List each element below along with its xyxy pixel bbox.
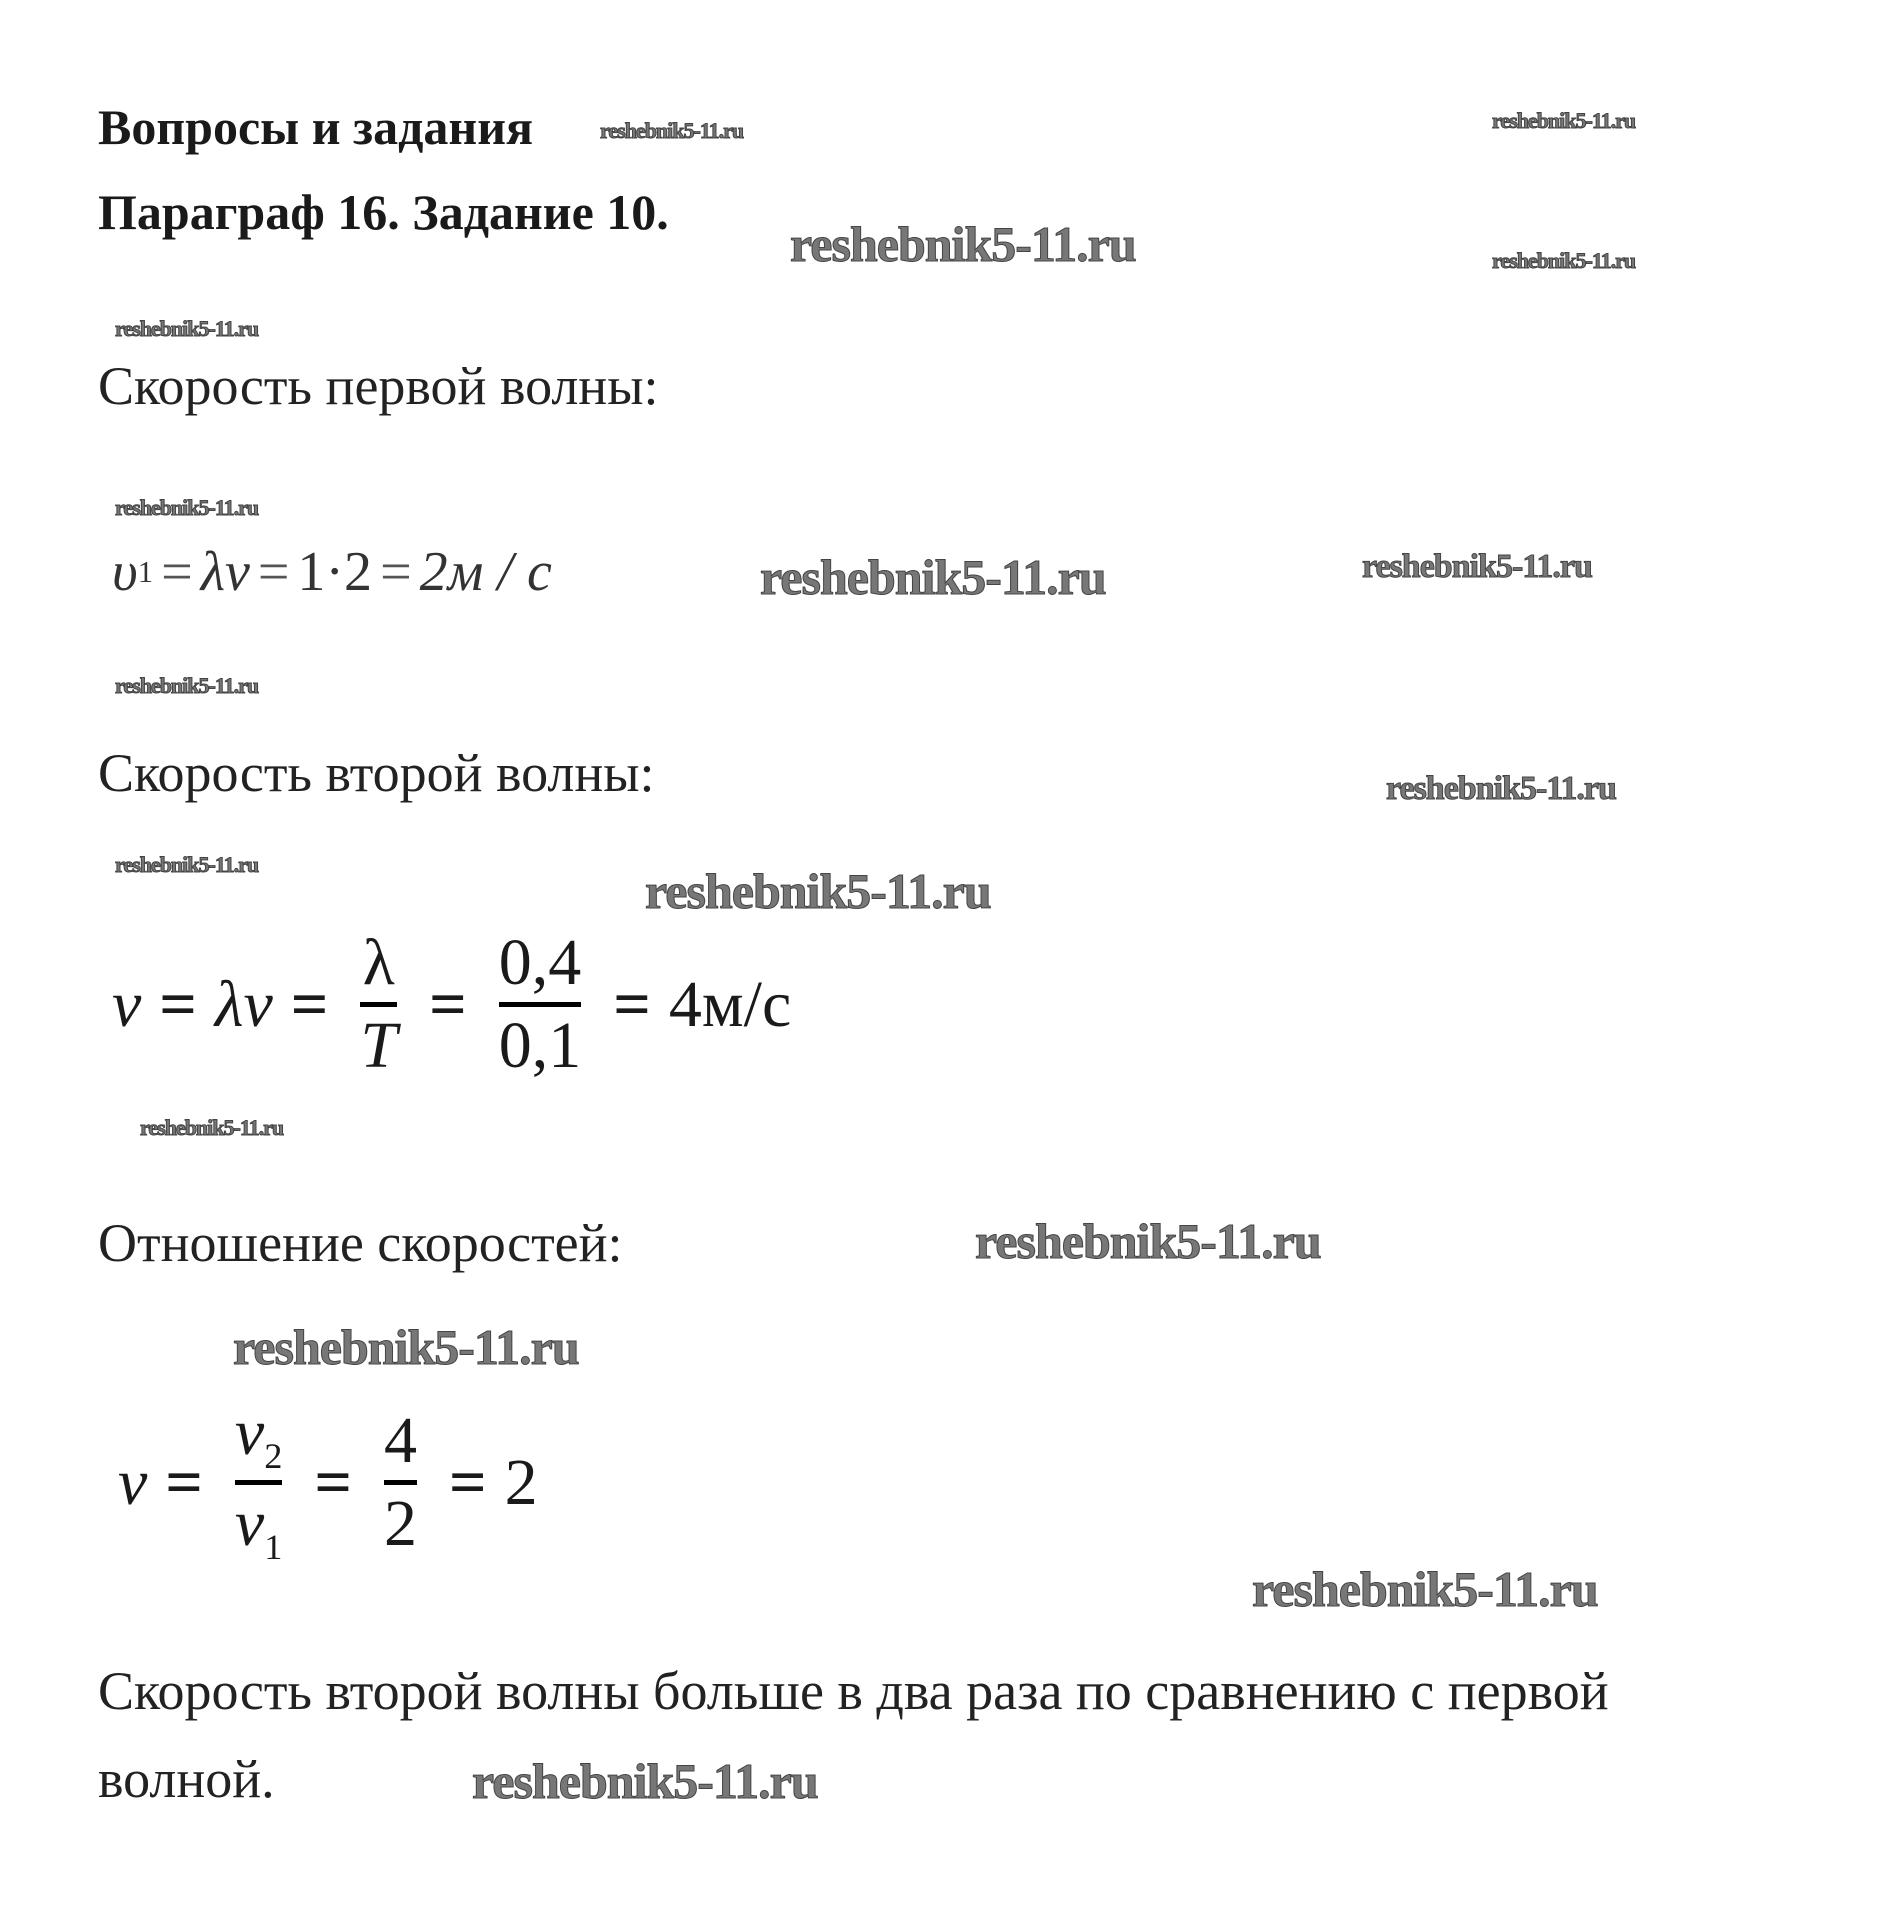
watermark: reshebnik5-11.ru xyxy=(1252,1561,1598,1617)
equals: = xyxy=(380,541,412,603)
denominator: 0,1 xyxy=(498,1009,582,1082)
watermark: reshebnik5-11.ru xyxy=(1492,248,1636,273)
watermark: reshebnik5-11.ru xyxy=(1386,770,1616,807)
heading: Вопросы и задания xyxy=(98,99,534,155)
fraction xyxy=(498,926,582,1082)
conclusion-line-1: Скорость второй волны больше в два раза по сравнению с первой xyxy=(98,1661,1609,1721)
denominator-sub: 1 xyxy=(264,1527,283,1568)
equals: = xyxy=(159,967,197,1041)
formula-sub: 1 xyxy=(137,554,154,589)
watermark: reshebnik5-11.ru xyxy=(233,1319,579,1375)
formula-first-speed xyxy=(112,540,552,604)
numerator: 4 xyxy=(383,1404,417,1478)
formula-second-speed xyxy=(112,926,792,1082)
equals: = xyxy=(314,1445,352,1519)
numerator-sub: 2 xyxy=(264,1436,283,1477)
fraction xyxy=(360,926,398,1082)
formula-term: 1·2 xyxy=(297,541,373,603)
equals: = xyxy=(257,541,290,603)
numerator: λ xyxy=(362,926,395,999)
formula-term: υ xyxy=(112,541,138,603)
watermark: reshebnik5-11.ru xyxy=(115,316,259,341)
equals: = xyxy=(613,967,651,1041)
formula-term: λν xyxy=(200,541,250,603)
denominator: v xyxy=(234,1487,265,1561)
watermark: reshebnik5-11.ru xyxy=(790,216,1136,272)
conclusion-line-2: волной. xyxy=(98,1749,275,1809)
subheading: Параграф 16. Задание 10. xyxy=(98,184,669,240)
section-label-first-speed: Скорость первой волны: xyxy=(98,356,659,416)
numerator: 0,4 xyxy=(498,926,582,999)
formula-term: 2м / с xyxy=(419,541,552,603)
equals: = xyxy=(290,967,329,1041)
fraction xyxy=(383,1404,417,1561)
equals: = xyxy=(448,1445,487,1519)
equals: = xyxy=(429,967,467,1041)
watermark: reshebnik5-11.ru xyxy=(140,1115,284,1140)
fraction xyxy=(234,1396,283,1568)
equals: = xyxy=(161,541,193,603)
watermark: reshebnik5-11.ru xyxy=(760,549,1106,605)
watermark: reshebnik5-11.ru xyxy=(115,495,259,520)
numerator: v xyxy=(234,1396,265,1469)
section-label-second-speed: Скорость второй волны: xyxy=(98,743,655,803)
formula-ratio xyxy=(118,1396,538,1568)
formula-term: λv xyxy=(214,967,273,1041)
formula-term: v xyxy=(118,1445,148,1519)
watermark: reshebnik5-11.ru xyxy=(1492,108,1636,133)
formula-term: v xyxy=(112,967,142,1041)
watermark: reshebnik5-11.ru xyxy=(645,863,991,919)
equals: = xyxy=(165,1445,203,1519)
denominator: T xyxy=(360,1009,398,1082)
watermark: reshebnik5-11.ru xyxy=(975,1213,1321,1269)
formula-result: 2 xyxy=(504,1445,538,1519)
watermark: reshebnik5-11.ru xyxy=(1362,548,1592,585)
watermark: reshebnik5-11.ru xyxy=(115,673,259,698)
watermark: reshebnik5-11.ru xyxy=(600,118,744,143)
formula-result: 4м/с xyxy=(668,967,792,1041)
watermark: reshebnik5-11.ru xyxy=(115,852,259,877)
section-label-ratio: Отношение скоростей: xyxy=(98,1213,623,1273)
watermark: reshebnik5-11.ru xyxy=(472,1753,818,1809)
denominator: 2 xyxy=(383,1487,417,1561)
